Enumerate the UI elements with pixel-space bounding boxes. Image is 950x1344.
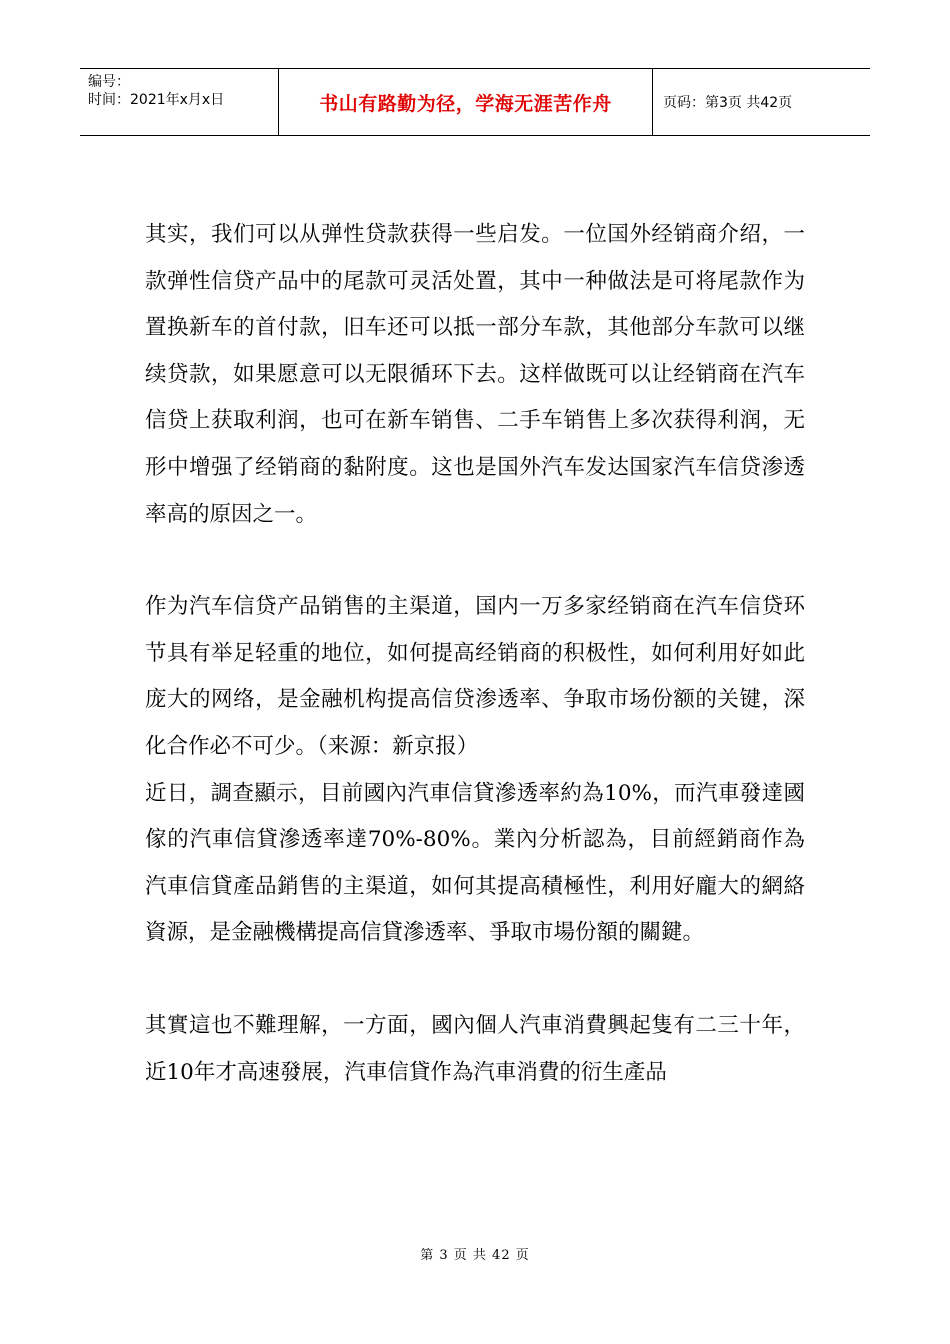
motto-text: 书山有路勤为径，学海无涯苦作舟	[319, 92, 612, 115]
page-footer	[0, 1244, 950, 1263]
document-body	[145, 212, 805, 1096]
paragraph-4: 其實這也不難理解，一方面，國內個人汽車消費興起隻有二三十年，近10年才高速發展，汽車信貸作為汽車消費的衍生產品	[145, 1012, 805, 1085]
serial-label: 编号：	[88, 74, 130, 90]
paragraph-gap	[145, 538, 805, 584]
paragraph-3: 近日，調查顯示，目前國內汽車信貸滲透率約為10%，而汽車發達國傢的汽車信貸滲透率達70%-80%。業內分析認為，目前經銷商作為汽車信貸產品銷售的主渠道，如何其提高積極性，利用好龐大的網絡資源，是金融機構提高信貸滲透率、爭取市場份額的關鍵。	[145, 780, 805, 946]
paragraph-1: 其实，我们可以从弹性贷款获得一些启发。一位国外经销商介绍，一款弹性信贷产品中的尾款可灵活处置，其中一种做法是可将尾款作为置换新车的首付款，旧车还可以抵一部分车款，其他部分车款可以继续贷款，如果愿意可以无限循环下去。这样做既可以让经销商在汽车信贷上获取利润，也可在新车销售、二手车销售上多次获得利润，无形中增强了经销商的黏附度。这也是国外汽车发达国家汽车信贷渗透率高的原因之一。	[145, 222, 805, 527]
time-line: 时间：2021年x月x日	[88, 92, 225, 108]
paragraph-2: 作为汽车信贷产品销售的主渠道，国内一万多家经销商在汽车信贷环节具有举足轻重的地位，如何提高经销商的积极性，如何利用好如此庞大的网络，是金融机构提高信贷渗透率、争取市场份额的关键，深化合作必不可少。（来源：新京报）	[145, 594, 805, 759]
header-meta-cell	[80, 69, 278, 135]
page-info: 页码：第3页 共42页	[663, 95, 793, 111]
header-motto-cell	[278, 69, 653, 135]
paragraph-gap	[145, 957, 805, 1003]
footer-page-number: 第 3 页 共 42 页	[420, 1248, 530, 1263]
header-table	[80, 68, 870, 136]
header-page-cell	[653, 69, 870, 135]
